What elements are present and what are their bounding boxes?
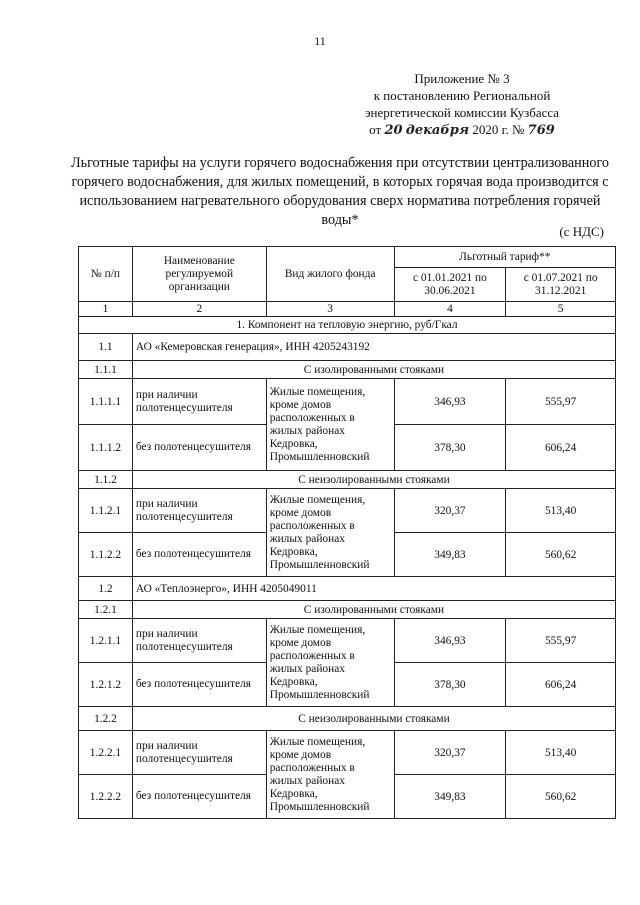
component-heading: 1. Компонент на тепловую энергию, руб/Гкал: [79, 317, 616, 334]
row-type: без полотенцесушителя: [132, 775, 266, 819]
page-number: 11: [314, 34, 326, 48]
row-type: при наличии полотенцесушителя: [132, 379, 266, 425]
tariff-value: 320,37: [394, 731, 506, 775]
col-number: 4: [394, 302, 506, 317]
tariff-value: 320,37: [394, 489, 506, 533]
handwritten-month: декабря: [405, 123, 470, 138]
col-number: 5: [506, 302, 616, 317]
section-label: С неизолированными стояками: [132, 707, 615, 731]
tariff-value: 349,83: [394, 775, 506, 819]
appendix-date-line: [332, 121, 592, 139]
col-number: 2: [132, 302, 266, 317]
housing-type: Жилые помещения, кроме домов расположенных в жилых районах Кедровка, Промышленновский: [266, 489, 394, 577]
handwritten-day: 20: [384, 123, 403, 138]
row-type: при наличии полотенцесушителя: [132, 489, 266, 533]
tariff-value: 606,24: [506, 425, 616, 471]
tariff-table: [78, 246, 616, 819]
tariff-value: 346,93: [394, 619, 506, 663]
col-number: 1: [79, 302, 133, 317]
header-num: № п/п: [79, 247, 133, 302]
document-title: Льготные тарифы на услуги горячего водоснабжения при отсутствии централизованного горячего водоснабжения, для жилых помещений, в которых горячая вода производится с использованием нагревательного оборудования сверх норматива потребления горячей воды*: [70, 155, 610, 228]
housing-type: Жилые помещения, кроме домов расположенных в жилых районах Кедровка, Промышленновский: [266, 619, 394, 707]
row-num: 1.1.2.2: [79, 533, 133, 577]
row-type: при наличии полотенцесушителя: [132, 731, 266, 775]
tariff-value: 555,97: [506, 379, 616, 425]
row-num: 1.2.1.2: [79, 663, 133, 707]
row-num: 1.2.2.2: [79, 775, 133, 819]
section-label: С неизолированными стояками: [132, 471, 615, 489]
row-num: 1.2.1.1: [79, 619, 133, 663]
tariff-value: 560,62: [506, 533, 616, 577]
tariff-value: 346,93: [394, 379, 506, 425]
header-org: Наименование регулируемой организации: [132, 247, 266, 302]
header-tariff: Льготный тариф**: [394, 247, 615, 268]
date-prefix: от: [369, 122, 382, 137]
col-number: 3: [266, 302, 394, 317]
appendix-line3: энергетической комиссии Кузбасса: [364, 105, 560, 120]
vat-note: (с НДС): [559, 224, 604, 239]
row-num: 1.1.1.1: [79, 379, 133, 425]
tariff-value: 378,30: [394, 663, 506, 707]
section-label: С изолированными стояками: [132, 601, 615, 619]
row-num: 1.2.2.1: [79, 731, 133, 775]
row-type: без полотенцесушителя: [132, 533, 266, 577]
row-type: при наличии полотенцесушителя: [132, 619, 266, 663]
section-num: 1.1.1: [79, 361, 133, 379]
section-label: С изолированными стояками: [132, 361, 615, 379]
housing-type: Жилые помещения, кроме домов расположенных в жилых районах Кедровка, Промышленновский: [266, 731, 394, 819]
org-name: АО «Теплоэнерго», ИНН 4205049011: [132, 577, 615, 601]
org-num: 1.2: [79, 577, 133, 601]
appendix-line2: к постановлению Региональной: [373, 88, 551, 103]
header-housing: Вид жилого фонда: [266, 247, 394, 302]
section-num: 1.2.2: [79, 707, 133, 731]
tariff-value: 606,24: [506, 663, 616, 707]
section-num: 1.2.1: [79, 601, 133, 619]
date-year: 2020 г. №: [472, 122, 525, 137]
tariff-value: 349,83: [394, 533, 506, 577]
tariff-value: 513,40: [506, 731, 616, 775]
tariff-value: 378,30: [394, 425, 506, 471]
org-name: АО «Кемеровская генерация», ИНН 4205243192: [132, 334, 615, 361]
row-type: без полотенцесушителя: [132, 425, 266, 471]
tariff-value: 555,97: [506, 619, 616, 663]
appendix-block: [332, 70, 592, 139]
row-type: без полотенцесушителя: [132, 663, 266, 707]
appendix-title: Приложение № 3: [414, 71, 510, 86]
handwritten-doc-number: 769: [527, 123, 555, 138]
tariff-value: 560,62: [506, 775, 616, 819]
header-period-2: с 01.07.2021 по 31.12.2021: [506, 268, 616, 302]
row-num: 1.1.1.2: [79, 425, 133, 471]
org-num: 1.1: [79, 334, 133, 361]
tariff-value: 513,40: [506, 489, 616, 533]
housing-type: Жилые помещения, кроме домов расположенных в жилых районах Кедровка, Промышленновский: [266, 379, 394, 471]
row-num: 1.1.2.1: [79, 489, 133, 533]
header-period-1: с 01.01.2021 по 30.06.2021: [394, 268, 506, 302]
section-num: 1.1.2: [79, 471, 133, 489]
